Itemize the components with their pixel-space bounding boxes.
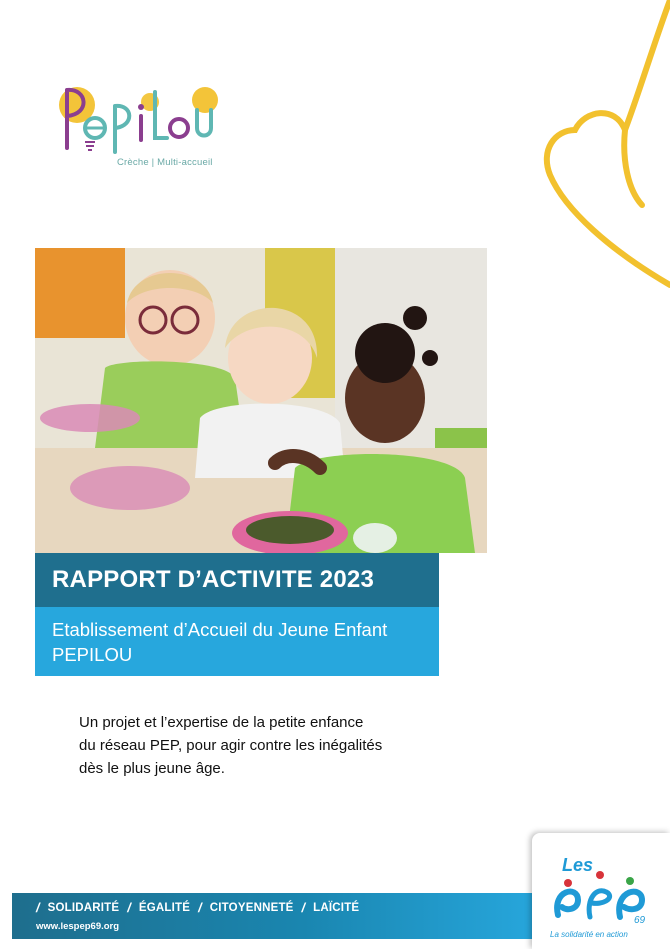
report-title: RAPPORT D’ACTIVITE 2023 xyxy=(52,566,375,593)
value-laicite: LAÏCITÉ xyxy=(313,901,360,914)
report-title-bar xyxy=(35,553,439,607)
values-row xyxy=(36,900,359,915)
website-link[interactable]: www.lespep69.org xyxy=(36,921,120,932)
value-egalite: ÉGALITÉ xyxy=(138,901,191,914)
children-lunch-photo xyxy=(35,248,487,553)
pep-logo-number: 69 xyxy=(634,915,646,926)
report-subtitle-bar xyxy=(35,607,439,676)
slash-separator: / xyxy=(36,900,40,915)
intro-line-3: dès le plus jeune âge. xyxy=(79,760,225,777)
decorative-swirl xyxy=(530,0,670,300)
intro-line-1: Un projet et l’expertise de la petite enfance xyxy=(79,714,364,731)
slash-separator: / xyxy=(301,900,306,915)
les-pep-69-logo xyxy=(538,845,663,945)
value-citoyennete: CITOYENNETÉ xyxy=(209,901,294,914)
intro-line-2: du réseau PEP, pour agir contre les inégalités xyxy=(79,737,383,754)
report-subtitle-line-1: Etablissement d’Accueil du Jeune Enfant xyxy=(52,619,388,640)
slash-separator: / xyxy=(127,900,131,915)
slash-separator: / xyxy=(198,900,202,915)
intro-paragraph xyxy=(79,711,439,780)
pep-logo-les: Les xyxy=(562,855,594,875)
logo-subtitle: Crèche | Multi-accueil xyxy=(117,157,213,168)
pep-logo-tagline: La solidarité en action xyxy=(550,930,628,939)
report-subtitle-line-2: PEPILOU xyxy=(52,644,133,665)
value-solidarite: SOLIDARITÉ xyxy=(47,901,120,914)
